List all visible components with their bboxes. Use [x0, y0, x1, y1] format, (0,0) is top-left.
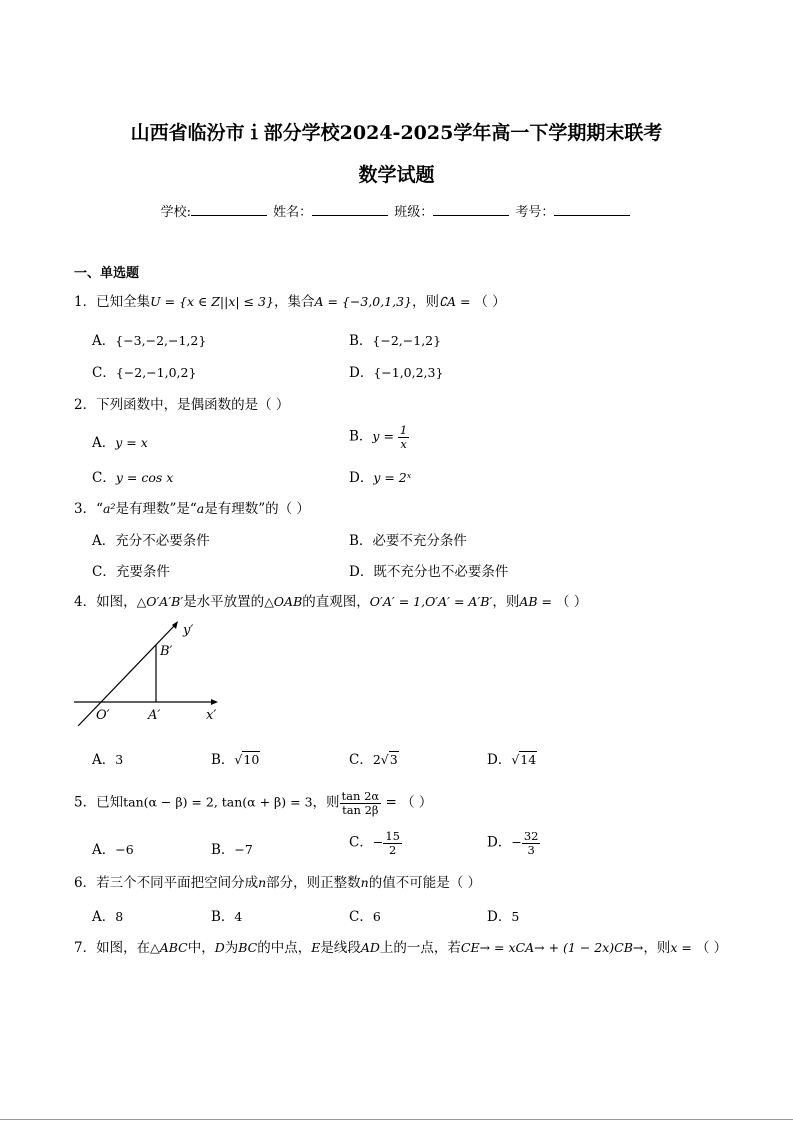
- q7-text-e: 是线段: [320, 940, 361, 956]
- option-label: C．: [92, 470, 116, 486]
- q7-math-triangle: △ABC: [150, 940, 188, 955]
- option-value: 14: [520, 752, 537, 767]
- option-label: A．: [92, 333, 116, 349]
- option-value: 必要不充分条件: [372, 533, 467, 549]
- q3-text-a: 3．“: [74, 501, 103, 517]
- option-label: A．: [92, 752, 116, 768]
- q2-option-d[interactable]: [349, 466, 411, 486]
- q7-text-b: 中，: [187, 940, 215, 956]
- school-blank[interactable]: [191, 203, 267, 216]
- q3-option-d[interactable]: [349, 560, 508, 580]
- question-2: 2．下列函数中，是偶函数的是（ ）: [74, 397, 290, 413]
- question-3: [74, 497, 310, 517]
- question-7: [74, 936, 727, 956]
- option-label: C．: [349, 752, 373, 768]
- option-value: 5: [511, 909, 520, 924]
- page-title: 山西省临汾市ｉ部分学校2024-2025学年高一下学期期末联考: [130, 122, 663, 144]
- q4-text-c: 的直观图，: [302, 594, 370, 610]
- option-value: 3: [389, 752, 398, 767]
- school-label: 学校:: [160, 205, 191, 220]
- option-value-prefix: y =: [372, 428, 398, 444]
- q1-math-complement: ∁A =: [439, 294, 475, 309]
- option-value: 6: [372, 909, 381, 924]
- q3-text-b: 是有理数”是“: [115, 501, 197, 517]
- q3-option-b[interactable]: [349, 529, 467, 549]
- option-label: B．: [211, 842, 235, 858]
- option-label: B．: [349, 533, 373, 549]
- q1-text-c: ，则: [412, 294, 440, 310]
- q1-option-c[interactable]: [92, 361, 196, 381]
- y-axis-line: [78, 624, 176, 726]
- option-label: C．: [92, 365, 116, 381]
- q3-text-c: 是有理数”的（ ）: [204, 501, 310, 517]
- fraction-numerator: 15: [385, 829, 400, 843]
- option-value: 既不充分也不必要条件: [373, 564, 509, 580]
- option-value: 4: [234, 909, 243, 924]
- question-6: [74, 871, 481, 891]
- option-value: {−3,−2,−1,2}: [115, 333, 207, 348]
- q4-math-ab: AB =: [519, 594, 556, 609]
- q6-text-a: 6．若三个不同平面把空间分成: [74, 875, 259, 891]
- q4-option-a[interactable]: [92, 748, 123, 768]
- q1-option-d[interactable]: [349, 361, 443, 381]
- q4-text-d: ，则: [492, 594, 520, 610]
- page-subtitle: 数学试题: [358, 164, 435, 186]
- q4-math-triangle: △OAB: [264, 594, 303, 609]
- page-bottom-divider: [0, 1119, 793, 1120]
- option-value: {−2,−1,2}: [372, 333, 442, 348]
- q6-text-b: 部分，则正整数: [266, 875, 361, 891]
- q4-text-b: 是水平放置的: [183, 594, 265, 610]
- question-4: [74, 590, 587, 610]
- option-value: y = cos x: [115, 470, 174, 485]
- q6-text-c: 的值不可能是（ ）: [368, 875, 482, 891]
- option-value: 3: [115, 752, 124, 767]
- q1-math-set-a: A = {−3,0,1,3}: [314, 294, 413, 309]
- q2-option-a[interactable]: [92, 431, 148, 451]
- label-o-prime: O′: [96, 708, 110, 723]
- question-5: [74, 790, 432, 816]
- q6-option-a[interactable]: [92, 905, 123, 925]
- q6-option-b[interactable]: [211, 905, 242, 925]
- option-value: 充分不必要条件: [115, 533, 210, 549]
- q1-text-b: ，集合: [273, 294, 315, 310]
- q3-option-c[interactable]: [92, 560, 170, 580]
- oblique-projection-figure: [70, 618, 230, 726]
- option-value: 10: [243, 752, 260, 767]
- option-label: B．: [211, 909, 235, 925]
- q1-option-a[interactable]: [92, 329, 206, 349]
- name-blank[interactable]: [312, 203, 388, 216]
- q5-option-d[interactable]: [487, 830, 540, 856]
- label-b-prime: B′: [160, 644, 173, 659]
- q5-option-b[interactable]: [211, 838, 253, 858]
- q7-text-a: 7．如图，在: [74, 940, 151, 956]
- q7-text-c: 为: [224, 940, 239, 956]
- fraction-denominator: 3: [527, 842, 535, 857]
- q7-math-bc: BC: [238, 940, 258, 955]
- option-fraction: [522, 830, 541, 856]
- section-title: 一、单选题: [74, 266, 140, 281]
- q6-option-d[interactable]: [487, 905, 519, 925]
- class-label: 班级：: [394, 205, 434, 220]
- q1-math-universal-set: U = {x ∈ Z||x| ≤ 3}: [150, 294, 274, 309]
- q7-math-d: D: [214, 940, 225, 955]
- option-label: C．: [92, 564, 116, 580]
- option-label: D．: [487, 834, 512, 851]
- option-value: {−2,−1,0,2}: [115, 365, 197, 380]
- label-x-prime: x′: [206, 708, 217, 723]
- class-blank[interactable]: [433, 203, 509, 216]
- option-label: C．: [349, 834, 373, 851]
- q4-text-e: （ ）: [555, 594, 588, 610]
- fraction-denominator: 2: [388, 842, 397, 857]
- q3-math-a: a: [196, 501, 205, 516]
- q1-text-d: （ ）: [474, 294, 506, 310]
- option-label: D．: [487, 752, 512, 768]
- option-value: y = x: [115, 435, 148, 450]
- question-1: [74, 290, 506, 310]
- q3-option-a[interactable]: [92, 529, 210, 549]
- q6-math-n-2: n: [360, 875, 369, 890]
- sqrt-sign-icon: √: [511, 752, 520, 767]
- sqrt-sign-icon: √: [380, 752, 389, 767]
- q5-text-c: = （ ）: [381, 794, 433, 811]
- q5-text-b: ，则: [312, 794, 340, 811]
- option-coefficient: 2: [372, 752, 381, 767]
- option-label: A．: [92, 533, 116, 549]
- option-label: D．: [349, 470, 374, 486]
- q4-math-lengths: O′A′ = 1,O′A′ = A′B′: [369, 594, 493, 609]
- option-label: D．: [349, 365, 374, 381]
- q7-math-vector-eq: CE→ = xCA→ + (1 − 2x)CB→: [460, 940, 644, 955]
- q7-text-h: （ ）: [695, 940, 728, 956]
- q5-text-a: 5．已知: [74, 794, 124, 811]
- option-label: A．: [92, 909, 116, 925]
- q6-math-n: n: [258, 875, 267, 890]
- option-label: D．: [349, 564, 374, 580]
- q7-text-g: ，则: [643, 940, 671, 956]
- option-label: B．: [349, 428, 373, 445]
- option-sign: −: [511, 834, 522, 850]
- q4-option-d[interactable]: [487, 748, 537, 768]
- option-label: A．: [92, 842, 116, 858]
- q7-math-x: x =: [670, 940, 696, 955]
- fraction-denominator: x: [400, 436, 407, 451]
- option-fraction: [383, 830, 402, 856]
- id-label: 考号：: [515, 205, 555, 220]
- q7-math-e: E: [311, 940, 321, 955]
- label-a-prime: A′: [148, 708, 161, 723]
- q2-option-c[interactable]: [92, 466, 173, 486]
- option-value: {−1,0,2,3}: [373, 365, 444, 380]
- option-value: 8: [115, 909, 124, 924]
- q5-option-c[interactable]: [349, 830, 402, 856]
- option-value: −7: [234, 842, 253, 857]
- q6-option-c[interactable]: [349, 905, 381, 925]
- option-label: C．: [349, 909, 373, 925]
- fraction-numerator: 32: [523, 829, 539, 843]
- q5-option-a[interactable]: [92, 838, 134, 858]
- student-info-line: [0, 201, 793, 220]
- q4-option-b[interactable]: [211, 748, 260, 768]
- label-y-prime: y′: [183, 623, 194, 638]
- option-fraction: [398, 424, 409, 450]
- q4-math-triangle-prime: △O′A′B′: [136, 594, 184, 609]
- q3-math-a-squared: a²: [103, 501, 116, 516]
- q1-option-b[interactable]: [349, 329, 441, 349]
- sqrt-sign-icon: √: [234, 752, 243, 767]
- fraction-numerator: 1: [399, 423, 408, 437]
- option-label: A．: [92, 435, 116, 451]
- fraction-numerator: tan 2α: [341, 789, 380, 803]
- option-label: B．: [211, 752, 235, 768]
- option-sign: −: [372, 834, 384, 850]
- fraction-denominator: tan 2β: [342, 802, 379, 817]
- q4-text-a: 4．如图，: [74, 594, 137, 610]
- option-value: y = 2ˣ: [373, 470, 412, 485]
- x-axis-arrow: [211, 699, 218, 705]
- option-value: 充要条件: [115, 564, 170, 580]
- q7-math-ad: AD: [360, 940, 380, 955]
- q5-fraction: [340, 790, 382, 816]
- q5-math-given: tan(α − β) = 2, tan(α + β) = 3: [123, 794, 313, 810]
- q7-text-f: 上的一点，若: [379, 940, 461, 956]
- q7-text-d: 的中点，: [257, 940, 312, 956]
- q1-text-a: 1．已知全集: [74, 294, 151, 310]
- name-label: 姓名：: [273, 205, 313, 220]
- option-label: B．: [349, 333, 373, 349]
- option-label: D．: [487, 909, 512, 925]
- id-blank[interactable]: [554, 203, 630, 216]
- q2-option-b[interactable]: [349, 424, 409, 450]
- option-value: −6: [115, 842, 134, 857]
- q4-option-c[interactable]: [349, 748, 399, 768]
